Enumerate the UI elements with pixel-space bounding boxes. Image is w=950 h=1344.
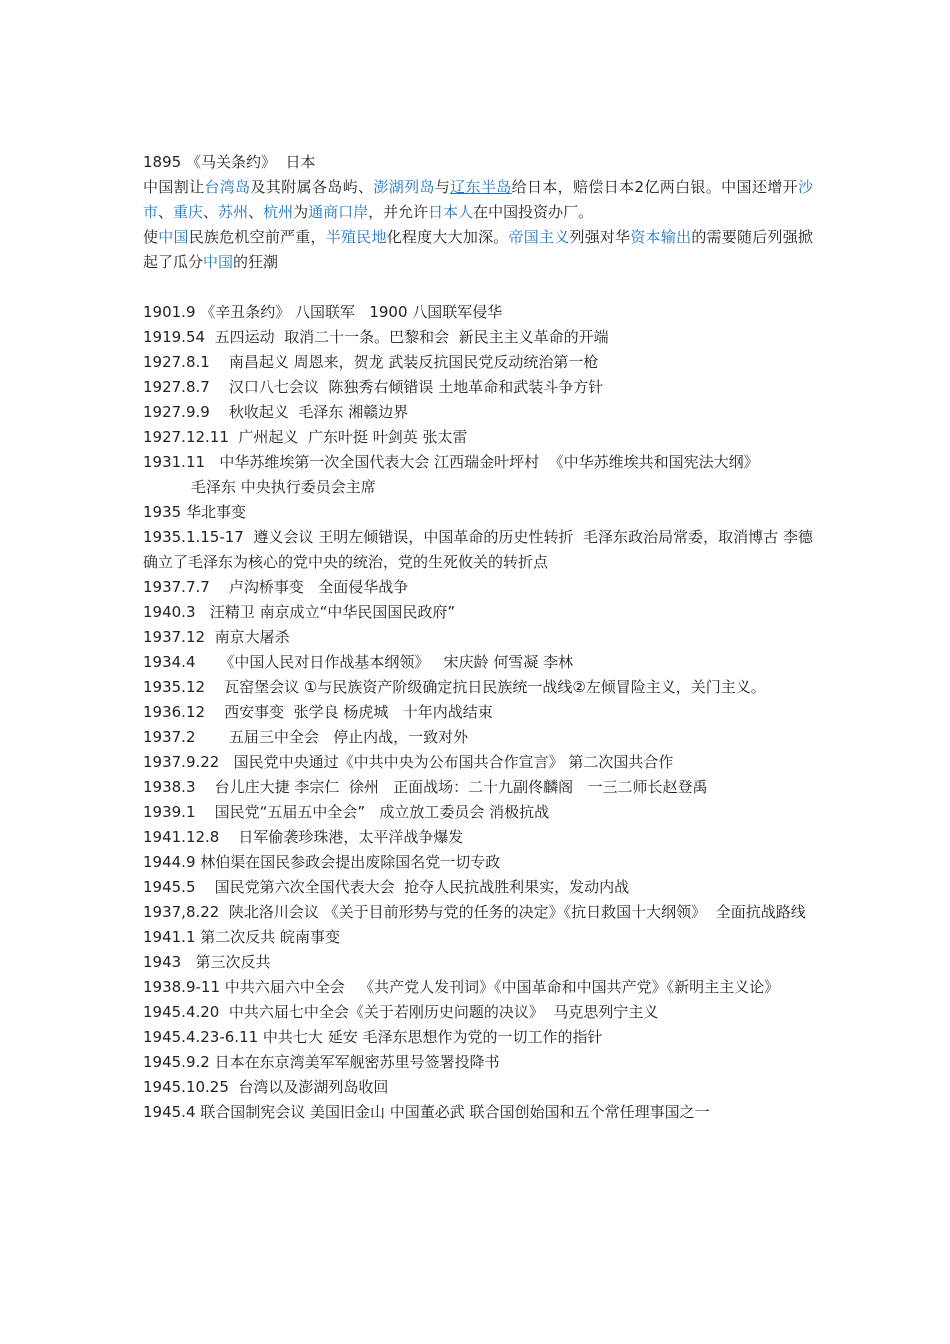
entry-text: 国民党第六次全国代表大会 抢夺人民抗战胜利果实，发动内战 <box>214 878 630 896</box>
place-link[interactable]: 资本输出 <box>630 228 692 246</box>
paragraph-text: 的需要随后列强掀起了瓜分 <box>143 228 813 271</box>
entry-date: 1934.4 <box>143 653 215 671</box>
entry-text: 中华苏维埃第一次全国代表大会 江西瑞金叶坪村 《中华苏维埃共和国宪法大纲》 <box>219 453 759 471</box>
timeline-entry <box>143 1025 813 1050</box>
paragraph-text: 为 <box>293 203 309 221</box>
timeline-entry <box>143 1000 813 1025</box>
paragraph-text: 中国割让 <box>143 178 205 196</box>
timeline-entry <box>143 800 813 825</box>
timeline-entry <box>143 750 813 775</box>
entry-text: 汪精卫 南京成立“中华民国国民政府” <box>209 603 456 621</box>
timeline-entry <box>143 925 813 950</box>
place-link[interactable]: 中国 <box>203 253 234 271</box>
timeline-entry <box>143 350 813 375</box>
entry-date: 1945.4.23-6.11 <box>143 1028 263 1046</box>
entry-date: 1945.9.2 <box>143 1053 215 1071</box>
entry-date: 1927.8.1 <box>143 353 225 371</box>
place-link[interactable]: 日本人 <box>428 203 474 221</box>
timeline-entry <box>143 400 813 425</box>
entry-date: 1937,8.22 <box>143 903 229 921</box>
place-link[interactable]: 苏州 <box>218 203 249 221</box>
timeline-entry <box>143 850 813 875</box>
entry-date: 1936.12 <box>143 703 225 721</box>
entry-date: 1935 <box>143 503 186 521</box>
entry-text: 第二次反共 皖南事变 <box>200 928 341 946</box>
entry-date: 1945.4 <box>143 1103 201 1121</box>
treaty-heading: 1895 《马关条约》 日本 <box>143 153 316 171</box>
entry-date: 1937.9.22 <box>143 753 234 771</box>
entry-date: 1937.2 <box>143 728 225 746</box>
place-link[interactable]: 澎湖列岛 <box>373 178 435 196</box>
entry-date: 1940.3 <box>143 603 210 621</box>
timeline-entry <box>143 975 813 1000</box>
timeline-entry <box>143 725 813 750</box>
timeline-entry <box>143 500 813 525</box>
paragraph-text: 、 <box>248 203 264 221</box>
timeline-entry: 1935.1.15-17 遵义会议 王明左倾错误，中国革命的历史性转折 毛泽东政治局常委，取消博古 李德 确立了毛泽东为核心的党中央的统治，党的生死攸关的转折点 <box>143 528 828 571</box>
paragraph-text: 及其附属各岛屿、 <box>250 178 374 196</box>
entry-text: 《辛丑条约》 八国联军 1900 八国联军侵华 <box>200 303 503 321</box>
entry-text: 日军偷袭珍珠港，太平洋战争爆发 <box>238 828 464 846</box>
spacer <box>143 275 813 300</box>
entry-date: 1943 <box>143 953 196 971</box>
place-link[interactable]: 帝国主义 <box>508 228 570 246</box>
timeline-entry <box>143 1100 813 1125</box>
timeline-entry <box>143 675 813 700</box>
entry-date: 1938.3 <box>143 778 215 796</box>
entry-date: 1944.9 <box>143 853 201 871</box>
entry-text: 联合国制宪会议 美国旧金山 中国董必武 联合国创始国和五个常任理事国之一 <box>200 1103 710 1121</box>
paragraph-text: 化程度大大加深。 <box>386 228 509 246</box>
entry-text: 林伯渠在国民参政会提出废除国名党一切专政 <box>200 853 501 871</box>
place-link[interactable]: 台湾岛 <box>204 178 251 196</box>
entry-text: 西安事变 张学良 杨虎城 十年内战结束 <box>224 703 493 721</box>
timeline-entry <box>143 600 813 625</box>
entry-text: 国民党中央通过《中共中央为公布国共合作宣言》 第二次国共合作 <box>233 753 674 771</box>
entry-date: 1927.9.9 <box>143 403 225 421</box>
entry-text: 台儿庄大捷 李宗仁 徐州 正面战场：二十九副佟麟阁 一三二师长赵登禹 <box>214 778 708 796</box>
paragraph-text: 民族危机空前严重， <box>188 228 326 246</box>
entry-date: 1931.11 <box>143 453 220 471</box>
entry-text: 《中国人民对日作战基本纲领》 宋庆龄 何雪凝 李林 <box>214 653 574 671</box>
entry-text: 五四运动 取消二十一条。巴黎和会 新民主主义革命的开端 <box>214 328 609 346</box>
entry-text: 日本在东京湾美军军舰密苏里号签署投降书 <box>214 1053 500 1071</box>
place-link[interactable]: 半殖民地 <box>325 228 387 246</box>
timeline-entry <box>143 950 813 975</box>
entry-text: 台湾以及澎湖列岛收回 <box>238 1078 389 1096</box>
timeline-entry <box>143 700 813 725</box>
entry-date: 1938.9-11 <box>143 978 225 996</box>
paragraph-text: 列强对华 <box>569 228 631 246</box>
paragraph-text: 、 <box>158 203 174 221</box>
entry-text: 华北事变 <box>185 503 246 521</box>
timeline-entry <box>143 425 813 450</box>
timeline-entry <box>143 300 813 325</box>
place-link[interactable]: 通商口岸 <box>308 203 369 221</box>
timeline-entry <box>143 1050 813 1075</box>
paragraph-text: 使 <box>143 228 159 246</box>
entry-date: 1927.12.11 <box>143 428 239 446</box>
entry-date: 1927.8.7 <box>143 378 225 396</box>
timeline-entry <box>143 1075 813 1100</box>
entry-date: 1941.1 <box>143 928 201 946</box>
entry-text: 广州起义 广东叶挺 叶剑英 张太雷 <box>238 428 468 446</box>
entry-text: 瓦窑堡会议 ①与民族资产阶级确定抗日民族统一战线②左倾冒险主义，关门主义。 <box>224 678 766 696</box>
timeline-list <box>143 300 828 1125</box>
entry-text: 中共六届七中全会《关于若刚历史问题的决议》 马克思列宁主义 <box>228 1003 659 1021</box>
timeline-entry <box>143 450 813 475</box>
entry-date: 1941.12.8 <box>143 828 239 846</box>
paragraph-text: 在中国投资办厂。 <box>473 203 594 221</box>
entry-date: 1935.12 <box>143 678 225 696</box>
entry-text: 汉口八七会议 陈独秀右倾错误 土地革命和武装斗争方针 <box>224 378 604 396</box>
entry-text: 陕北洛川会议 《关于目前形势与党的任务的决定》《抗日救国十大纲领》 全面抗战路线 <box>228 903 806 921</box>
entry-date: 1939.1 <box>143 803 215 821</box>
entry-text: 秋收起义 毛泽东 湘赣边界 <box>224 403 409 421</box>
paragraph-text: 的狂潮 <box>233 253 279 271</box>
timeline-entry <box>143 575 813 600</box>
entry-date: 1937.7.7 <box>143 578 225 596</box>
entry-date: 1919.54 <box>143 328 215 346</box>
timeline-entry <box>143 650 813 675</box>
timeline-entry <box>143 825 813 850</box>
intro-paragraph-2 <box>143 225 813 275</box>
entry-text: 南京大屠杀 <box>214 628 290 646</box>
entry-text: 卢沟桥事变 全面侵华战争 <box>224 578 409 596</box>
place-link[interactable]: 中国 <box>158 228 189 246</box>
place-link[interactable]: 杭州 <box>263 203 294 221</box>
timeline-entry <box>143 325 813 350</box>
paragraph-text: 给日本，赔偿日本2亿两白银。中国还增开 <box>511 178 798 196</box>
entry-date: 1901.9 <box>143 303 201 321</box>
entry-date: 1945.5 <box>143 878 215 896</box>
entry-text: 南昌起义 周恩来，贺龙 武装反抗国民党反动统治第一枪 <box>224 353 599 371</box>
entry-date: 1945.4.20 <box>143 1003 229 1021</box>
entry-text: 国民党“五届五中全会” 成立放工委员会 消极抗战 <box>214 803 550 821</box>
timeline-entry <box>143 875 813 900</box>
timeline-entry <box>143 625 813 650</box>
timeline-continuation: 毛泽东 中央执行委员会主席 <box>191 478 376 496</box>
entry-text: 第三次反共 <box>195 953 271 971</box>
timeline-entry <box>143 900 813 925</box>
paragraph-text: 、 <box>203 203 219 221</box>
entry-date: 1945.10.25 <box>143 1078 239 1096</box>
document-page <box>143 150 828 1125</box>
paragraph-text: 与 <box>434 178 451 196</box>
entry-text: 中共七大 延安 毛泽东思想作为党的一切工作的指针 <box>262 1028 603 1046</box>
intro-paragraph-1 <box>143 175 813 225</box>
paragraph-text: ，并允许 <box>368 203 429 221</box>
place-link[interactable]: 辽东半岛 <box>450 178 512 196</box>
timeline-entry <box>143 375 813 400</box>
entry-date: 1937.12 <box>143 628 215 646</box>
place-link[interactable]: 重庆 <box>173 203 204 221</box>
entry-text: 中共六届六中全会 《共产党人发刊词》《中国革命和中国共产党》《新明主主义论》 <box>224 978 780 996</box>
place-link[interactable]: 沙市 <box>143 178 813 221</box>
entry-text: 五届三中全会 停止内战，一致对外 <box>224 728 469 746</box>
timeline-entry <box>143 775 813 800</box>
